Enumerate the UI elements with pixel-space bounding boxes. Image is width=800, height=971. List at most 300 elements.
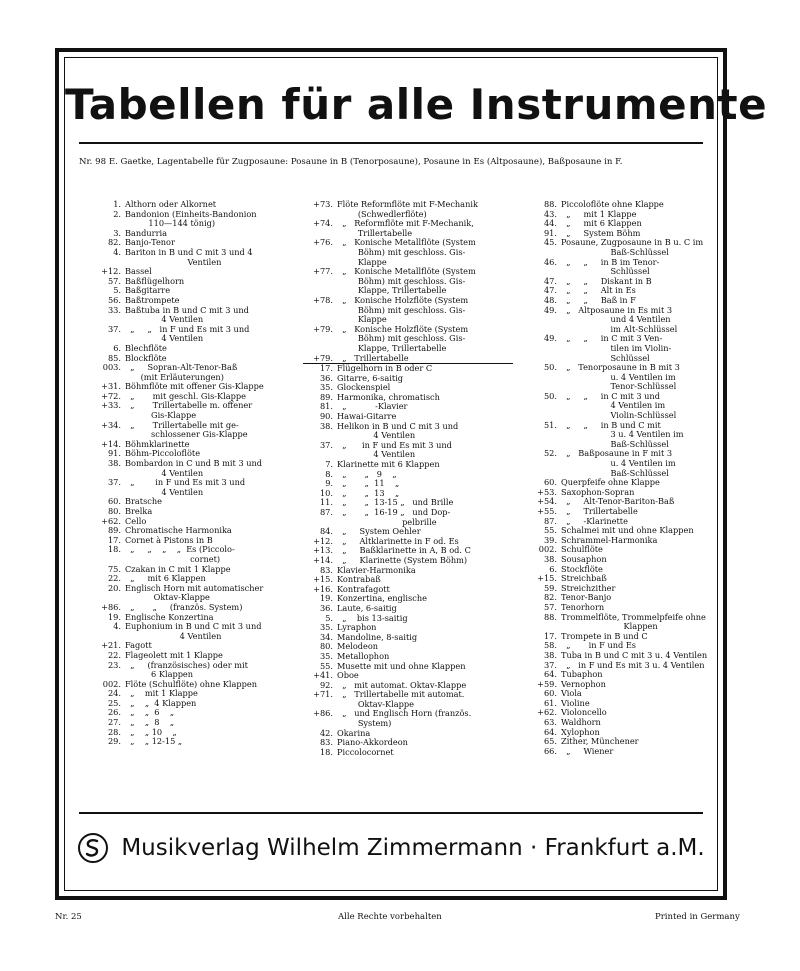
item-text: pelbrille <box>337 516 437 527</box>
item-text: Gis-Klappe <box>125 410 197 421</box>
list-item <box>91 344 291 354</box>
item-number: 18. <box>107 544 121 555</box>
item-text: Saxophon-Sopran <box>561 486 635 497</box>
item-text: „ „ 16-19 „ und Dop- <box>337 507 451 517</box>
item-text: Schalmei mit und ohne Klappen <box>561 525 694 536</box>
item-text: „ „ in C mit 3 Ven- <box>561 333 663 344</box>
item-text: tilen im Violin- <box>561 342 672 353</box>
item-text: Böhm) mit geschloss. Gis- <box>337 275 466 286</box>
item-text: „ mit 6 Klappen <box>125 573 206 584</box>
footer-divider <box>79 812 703 814</box>
item-text: Ventilen <box>125 256 222 267</box>
item-number: +86. <box>101 601 121 612</box>
item-text: „ „ 11 „ <box>337 478 400 489</box>
item-text: Melodeon <box>337 641 379 652</box>
item-number: 44. <box>543 218 557 229</box>
item-text: Vernophon <box>561 678 606 689</box>
list-item <box>303 729 513 739</box>
page-frame-inner <box>64 57 768 891</box>
item-text: Violoncello <box>561 707 607 718</box>
item-text: Baßtuba in B und C mit 3 und <box>125 304 249 315</box>
item-text: „ Konische Metallflöte (System <box>337 266 476 277</box>
item-number: 38. <box>543 649 557 660</box>
item-number: +15. <box>537 573 557 584</box>
item-text: Fagott <box>125 640 152 651</box>
list-item <box>527 593 727 603</box>
item-text: „ bis 13-saitig <box>337 612 408 623</box>
list-item <box>91 219 291 229</box>
item-text: Klavier-Harmonika <box>337 564 416 575</box>
item-number: 36. <box>319 602 333 613</box>
item-number: 28. <box>107 726 121 737</box>
item-number: +72. <box>101 390 121 401</box>
item-number: 1. <box>113 199 121 209</box>
list-item <box>527 689 727 699</box>
item-text: und 4 Ventilen <box>561 314 671 325</box>
item-number: 60. <box>543 477 557 488</box>
item-number: +14. <box>313 554 333 565</box>
item-number: 83. <box>319 564 333 575</box>
list-item <box>303 306 513 316</box>
item-number: 8. <box>325 468 333 479</box>
item-text: Kontrabaß <box>337 574 381 585</box>
item-text: „ „ in B im Tenor- <box>561 256 660 267</box>
item-number: 19. <box>107 611 121 622</box>
item-text: „ Alt-Tenor-Bariton-Baß <box>561 496 675 507</box>
item-text: „ „ in C mit 3 und <box>561 390 660 401</box>
item-number: +78. <box>313 294 333 305</box>
item-text: „ Sopran-Alt-Tenor-Baß <box>125 362 238 373</box>
list-item <box>303 393 513 403</box>
item-text: „ System Böhm <box>561 227 641 238</box>
item-text: Schlüssel <box>561 266 650 277</box>
item-number: 5. <box>325 612 333 623</box>
item-number: 35. <box>319 622 333 633</box>
item-text: Cello <box>125 515 147 526</box>
item-text: 4 Ventilen <box>125 314 204 325</box>
item-text: Czakan in C mit 1 Klappe <box>125 563 231 574</box>
item-text: Englisch Horn mit automatischer <box>125 582 264 593</box>
item-text: „ Konische Metallflöte (System <box>337 237 476 248</box>
publisher-logo-icon <box>77 832 109 864</box>
list-item <box>91 632 291 642</box>
item-number: 43. <box>543 208 557 219</box>
list-item <box>303 604 513 614</box>
list-item <box>303 566 513 576</box>
item-number: 38. <box>107 458 121 469</box>
publisher-banner <box>79 826 703 870</box>
item-number: 87. <box>319 507 333 517</box>
item-text: Tenorhorn <box>561 601 605 612</box>
item-text: Englische Konzertina <box>125 611 214 622</box>
item-text: 4 Ventilen <box>337 430 416 441</box>
list-item <box>303 354 513 364</box>
item-number: +62. <box>101 515 121 526</box>
item-number: 87. <box>543 515 557 526</box>
item-number: 35. <box>319 650 333 661</box>
item-text: Bassel <box>125 266 152 277</box>
item-number: +21. <box>101 640 121 651</box>
item-number: 39. <box>543 534 557 545</box>
item-text: schlossener Gis-Klappe <box>125 429 248 440</box>
item-number: 37. <box>107 477 121 488</box>
item-text: „ Reformflöte mit F-Mechanik, <box>337 218 474 229</box>
instrument-column-1 <box>91 200 291 747</box>
item-text: Cornet à Pistons in B <box>125 534 213 545</box>
item-number: 9. <box>325 478 333 489</box>
item-text: 6 Klappen <box>125 669 194 680</box>
item-number: 82. <box>107 237 121 248</box>
item-text: Klappe <box>337 314 387 325</box>
item-number: 24. <box>107 688 121 699</box>
item-text: „ mit automat. Oktav-Klappe <box>337 679 467 690</box>
item-number: 42. <box>319 727 333 738</box>
item-text: „ Altklarinette in F od. Es <box>337 535 459 546</box>
item-number: 92. <box>319 679 333 690</box>
item-number: 89. <box>107 525 121 536</box>
item-text: Trillertabelle <box>337 227 413 238</box>
item-text: Böhmflöte mit offener Gis-Klappe <box>125 381 264 392</box>
item-text: Baßtrompete <box>125 294 180 305</box>
item-text: „ „ in B und C mit <box>561 419 661 430</box>
list-item <box>303 594 513 604</box>
item-text: Querpfeife ohne Klappe <box>561 477 660 488</box>
item-text: „ Altposaune in Es mit 3 <box>561 304 673 315</box>
item-text: „ „ Baß in F <box>561 294 636 305</box>
list-item <box>527 565 727 575</box>
item-number: +59. <box>537 678 557 689</box>
item-number: 80. <box>319 641 333 652</box>
item-number: 17. <box>107 534 121 545</box>
item-number: +31. <box>101 381 121 392</box>
item-text: Waldhorn <box>561 717 601 728</box>
item-number: +16. <box>313 583 333 594</box>
item-text: „ in F und Es mit 3 und <box>125 477 246 488</box>
item-number: 2. <box>113 208 121 219</box>
catalog-number: Nr. 25 <box>55 912 82 922</box>
item-number: 50. <box>543 362 557 373</box>
item-number: +76. <box>313 237 333 248</box>
item-text: Schrammel-Harmonika <box>561 534 658 545</box>
list-item <box>91 497 291 507</box>
item-number: 64. <box>543 726 557 737</box>
list-item <box>527 708 727 718</box>
list-item <box>303 575 513 585</box>
list-item <box>91 267 291 277</box>
item-number: 37. <box>107 323 121 334</box>
item-text: „ „ in F und Es mit 3 und <box>125 323 250 334</box>
item-text: „ -Klarinette <box>561 515 628 526</box>
item-text: „ und Englisch Horn (französ. <box>337 708 472 719</box>
item-text: Violin-Schlüssel <box>561 410 677 421</box>
item-number: 63. <box>543 717 557 728</box>
item-number: 6. <box>113 342 121 353</box>
item-number: +73. <box>313 199 333 209</box>
item-number: 38. <box>543 553 557 564</box>
item-text: Euphonium in B und C mit 3 und <box>125 621 262 632</box>
list-item <box>527 718 727 728</box>
list-item <box>527 747 727 757</box>
item-text: Piccolocornet <box>337 746 394 757</box>
list-item <box>91 229 291 239</box>
item-text: Streichbaß <box>561 573 607 584</box>
item-text: Oktav-Klappe <box>337 698 415 709</box>
item-text: „ mit geschl. Gis-Klappe <box>125 390 246 401</box>
list-item <box>91 430 291 440</box>
item-number: +79. <box>313 352 333 363</box>
item-text: Tubaphon <box>561 669 603 680</box>
item-text: Gitarre, 6-saitig <box>337 372 404 383</box>
item-text: Böhm) mit geschloss. Gis- <box>337 304 466 315</box>
list-item <box>527 555 727 565</box>
item-text: Oktav-Klappe <box>125 592 210 603</box>
list-item <box>91 258 291 268</box>
item-text: Bariton in B und C mit 3 und 4 <box>125 246 253 257</box>
item-text: Piano-Akkordeon <box>337 737 408 748</box>
item-number: 80. <box>107 506 121 516</box>
item-number: 26. <box>107 707 121 718</box>
item-text: Baßgitarre <box>125 285 171 296</box>
item-text: Glockenspiel <box>337 382 391 393</box>
list-item <box>91 699 291 709</box>
item-text: Laute, 6-saitig <box>337 602 397 613</box>
item-number: 88. <box>543 199 557 209</box>
item-text: Klappe, Trillertabelle <box>337 285 447 296</box>
item-number: +79. <box>313 323 333 334</box>
item-number: 91. <box>543 227 557 238</box>
item-text: (Schwedlerflöte) <box>337 208 427 219</box>
item-text: Klappe, Trillertabelle <box>337 342 447 353</box>
item-text: „ mit 1 Klappe <box>125 688 198 699</box>
title-divider <box>79 142 703 144</box>
item-number: 66. <box>543 745 557 756</box>
page-frame <box>55 48 768 900</box>
item-text: Baß-Schlüssel <box>561 467 669 478</box>
item-text: Brelka <box>125 506 153 516</box>
list-item <box>91 737 291 747</box>
item-number: +55. <box>537 506 557 516</box>
item-text: Piccoloflöte ohne Klappe <box>561 199 664 209</box>
item-text: Flageolett mit 1 Klappe <box>125 649 223 660</box>
item-number: 47. <box>543 275 557 286</box>
item-text: „ -Klavier <box>337 401 408 412</box>
item-number: 3. <box>113 227 121 238</box>
list-item <box>303 470 513 480</box>
item-number: 55. <box>319 660 333 671</box>
item-text: Lyraphon <box>337 622 377 633</box>
list-item <box>527 536 727 546</box>
list-item <box>303 479 513 489</box>
item-text: Flügelhorn in B oder C <box>337 363 433 374</box>
item-number: 82. <box>543 592 557 603</box>
item-number: 19. <box>319 593 333 604</box>
list-item <box>303 614 513 624</box>
item-number: 002. <box>538 544 557 555</box>
item-number: 49. <box>543 304 557 315</box>
item-text: „ Trillertabelle <box>561 506 638 516</box>
list-item <box>91 286 291 296</box>
item-number: 91. <box>107 448 121 459</box>
item-text: Stockflöte <box>561 563 603 574</box>
item-number: 61. <box>543 697 557 708</box>
item-number: 45. <box>543 237 557 248</box>
item-number: +14. <box>101 438 121 449</box>
item-text: im Alt-Schlüssel <box>561 323 678 334</box>
item-number: 35. <box>319 382 333 393</box>
list-item <box>527 574 727 584</box>
item-text: „ „ 9 „ <box>337 468 397 479</box>
item-text: Bandurria <box>125 227 168 238</box>
item-text: Bombardon in C und B mit 3 und <box>125 458 263 469</box>
item-text: Böhm-Piccoloflöte <box>125 448 201 459</box>
item-text: „ „ Diskant in B <box>561 275 652 286</box>
item-text: „ Trillertabelle mit ge- <box>125 419 239 430</box>
item-number: 4. <box>113 246 121 257</box>
list-item <box>527 737 727 747</box>
item-number: 7. <box>325 459 333 470</box>
item-text: Blockflöte <box>125 352 167 363</box>
item-number: 29. <box>107 736 121 747</box>
item-number: 27. <box>107 717 121 728</box>
item-text: Okarina <box>337 727 371 738</box>
item-text: „ Tenorposaune in B mit 3 <box>561 362 680 373</box>
publisher-name: Musikverlag Wilhelm Zimmermann · Frankfurt a.M. <box>121 835 705 861</box>
item-text: „ Trillertabelle <box>337 352 409 363</box>
list-item <box>91 488 291 498</box>
item-text: Posaune, Zugposaune in B u. C im <box>561 237 704 248</box>
item-number: +54. <box>537 496 557 507</box>
item-text: Klappe <box>337 256 387 267</box>
item-number: 49. <box>543 333 557 344</box>
item-text: 4 Ventilen <box>125 467 204 478</box>
item-number: 22. <box>107 573 121 584</box>
item-number: 48. <box>543 294 557 305</box>
item-number: +15. <box>313 574 333 585</box>
item-number: 6. <box>549 563 557 574</box>
item-text: „ mit 1 Klappe <box>561 208 637 219</box>
item-number: +34. <box>101 419 121 430</box>
item-number: 37. <box>543 659 557 670</box>
item-number: 4. <box>113 621 121 632</box>
item-text: „ Konische Holzflöte (System <box>337 294 469 305</box>
item-number: 65. <box>543 736 557 747</box>
item-number: 11. <box>319 497 333 508</box>
item-text: Böhm) mit geschloss. Gis- <box>337 333 466 344</box>
item-number: 22. <box>107 649 121 660</box>
item-text: „ „ Alt in Es <box>561 285 636 296</box>
list-item <box>303 633 513 643</box>
item-text: Tenor-Schlüssel <box>561 381 677 392</box>
item-text: Metallophon <box>337 650 390 661</box>
item-number: 33. <box>107 304 121 315</box>
item-text: „ „ (französ. System) <box>125 601 243 612</box>
item-number: 50. <box>543 390 557 401</box>
item-text: „ Trillertabelle m. offener <box>125 400 253 411</box>
item-number: 58. <box>543 640 557 651</box>
list-item <box>303 460 513 470</box>
item-number: 60. <box>543 688 557 699</box>
item-text: Böhmklarinette <box>125 438 190 449</box>
item-number: 47. <box>543 285 557 296</box>
item-number: 85. <box>107 352 121 363</box>
item-number: 55. <box>543 525 557 536</box>
list-item <box>303 402 513 412</box>
item-text: „ „ 12-15 „ <box>125 736 183 747</box>
list-item <box>527 680 727 690</box>
item-text: u. 4 Ventilen im <box>561 371 676 382</box>
item-text: System) <box>337 718 392 729</box>
catalog-header: Nr. 98 E. Gaetke, Lagentabelle für Zugposaune: Posaune in B (Tenorposaune), Posaune in Es (Altposaune), Baßposaune in F. <box>79 157 623 167</box>
item-text: Kontrafagott <box>337 583 390 594</box>
item-text: „ „ 6 „ <box>125 707 175 718</box>
list-item <box>91 708 291 718</box>
item-number: 25. <box>107 697 121 708</box>
list-item <box>303 662 513 672</box>
item-number: +12. <box>313 535 333 546</box>
item-text: „ in F und Es mit 3 und <box>337 439 452 450</box>
item-text: Helikon in B und C mit 3 und <box>337 420 459 431</box>
item-number: 57. <box>107 275 121 286</box>
item-text: 110—144 tönig) <box>125 218 216 229</box>
item-text: Sousaphon <box>561 553 607 564</box>
list-item <box>91 507 291 517</box>
item-text: u. 4 Ventilen im <box>561 458 676 469</box>
item-text: „ in F und Es mit 3 u. 4 Ventilen <box>561 659 705 670</box>
item-text: Chromatische Harmonika <box>125 525 232 536</box>
list-item <box>303 363 513 374</box>
item-text: Trommelflöte, Trommelpfeife ohne <box>561 611 706 622</box>
item-text: Violine <box>561 697 590 708</box>
item-number: 75. <box>107 563 121 574</box>
item-text: Bratsche <box>125 496 163 507</box>
item-number: +71. <box>313 689 333 700</box>
item-number: 57. <box>543 601 557 612</box>
item-text: Musette mit und ohne Klappen <box>337 660 466 671</box>
item-text: Blechflöte <box>125 342 167 353</box>
item-text: Trompete in B und C <box>561 630 648 641</box>
item-text: Schlüssel <box>561 352 650 363</box>
list-item <box>527 699 727 709</box>
item-text: Harmonika, chromatisch <box>337 391 440 402</box>
list-item <box>91 718 291 728</box>
item-number: 18. <box>319 746 333 757</box>
item-text: Baß-Schlüssel <box>561 438 669 449</box>
item-text: Oboe <box>337 670 359 681</box>
item-text: „ Baßposaune in F mit 3 <box>561 448 673 459</box>
page-title: Tabellen für alle Instrumente <box>65 80 768 129</box>
item-number: 59. <box>543 582 557 593</box>
item-text: Baß-Schlüssel <box>561 246 669 257</box>
item-number: 36. <box>319 372 333 383</box>
item-text: „ mit 6 Klappen <box>561 218 642 229</box>
item-number: 52. <box>543 448 557 459</box>
list-item <box>303 748 513 758</box>
item-text: Tuba in B und C mit 3 u. 4 Ventilen <box>561 649 708 660</box>
item-text: „ Konische Holzflöte (System <box>337 323 469 334</box>
item-number: +53. <box>537 486 557 497</box>
item-number: 5. <box>113 285 121 296</box>
item-text: Banjo-Tenor <box>125 237 175 248</box>
item-text: „ Wiener <box>561 745 614 756</box>
list-item <box>527 670 727 680</box>
item-text: Klappen <box>561 621 658 632</box>
item-number: 002. <box>102 678 121 689</box>
list-item <box>303 248 513 258</box>
item-number: 83. <box>319 737 333 748</box>
list-item <box>303 709 513 719</box>
item-text: „ in F und Es <box>561 640 637 651</box>
item-number: +13. <box>313 545 333 556</box>
